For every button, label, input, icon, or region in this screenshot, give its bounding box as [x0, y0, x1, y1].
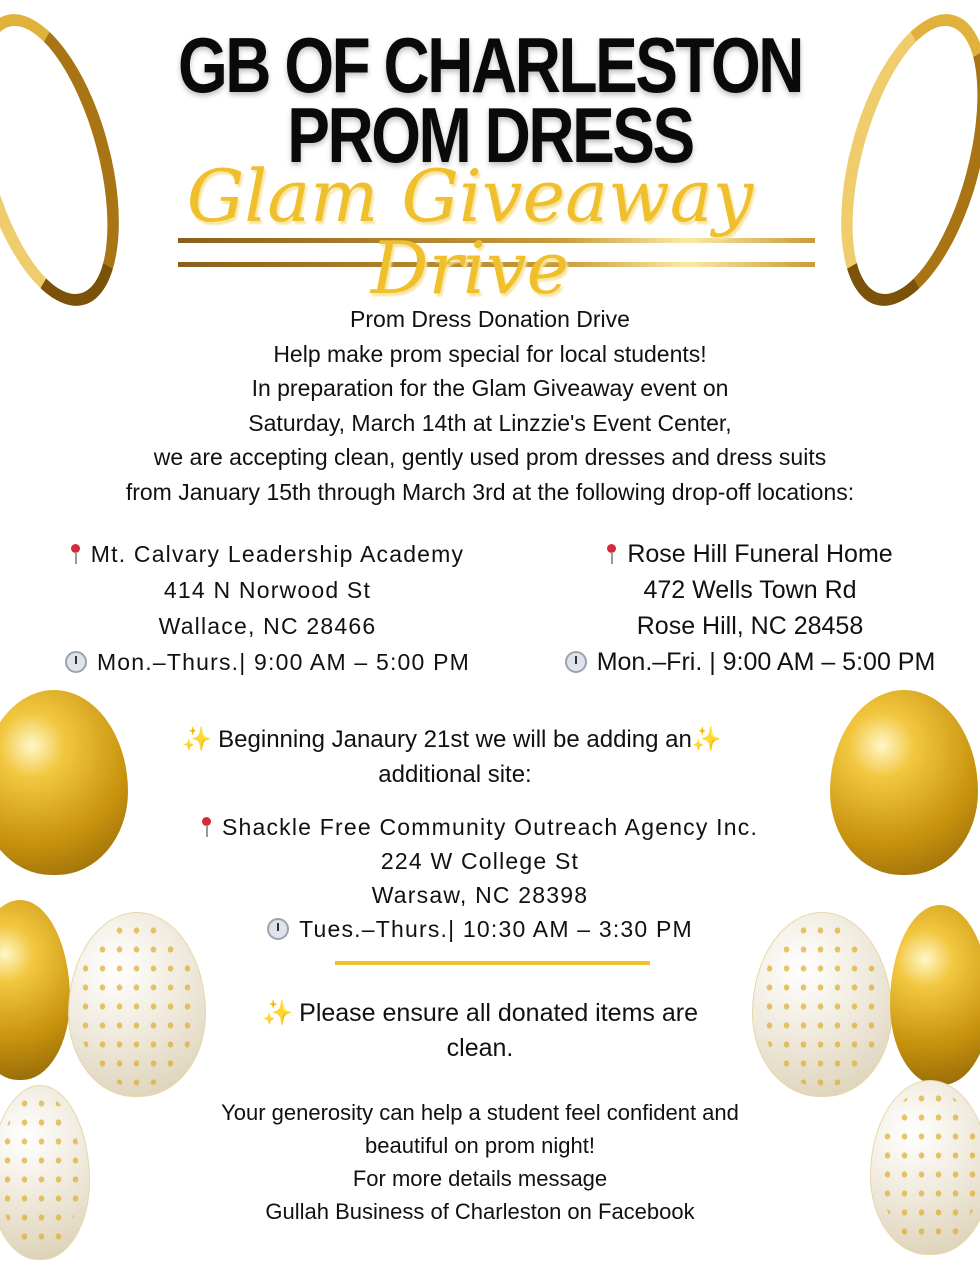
clock-icon — [65, 651, 87, 673]
location-hours: Mon.–Thurs.| 9:00 AM – 5:00 PM — [96, 649, 471, 675]
location-hours: Mon.–Fri. | 9:00 AM – 5:00 PM — [596, 648, 936, 676]
sparkles-icon: ✨ — [262, 999, 294, 1027]
closing-line: Your generosity can help a student feel confident and — [221, 1100, 739, 1125]
intro-line: In preparation for the Glam Giveaway event on — [251, 375, 729, 401]
script-title: Glam Giveaway Drive — [186, 154, 754, 310]
gold-balloon-decoration — [830, 690, 978, 875]
gold-balloon-decoration — [0, 900, 70, 1080]
location-city: Warsaw, NC 28398 — [371, 882, 589, 908]
intro-line: from January 15th through March 3rd at the following drop-off locations: — [125, 478, 855, 505]
closing-line: beautiful on prom night! — [365, 1133, 595, 1158]
location-rose-hill — [525, 536, 975, 680]
sparkles-icon: ✨ — [182, 726, 213, 753]
clock-icon — [267, 918, 289, 940]
confetti-balloon-decoration — [0, 1085, 90, 1260]
location-street: 414 N Norwood St — [163, 577, 372, 603]
location-street: 472 Wells Town Rd — [643, 576, 857, 604]
title-line-1: GB OF CHARLESTON — [178, 21, 802, 109]
location-street: 224 W College St — [380, 848, 580, 874]
pin-icon — [202, 817, 210, 837]
closing-line: For more details message — [352, 1166, 608, 1191]
location-shackle-free — [130, 810, 830, 946]
clock-icon — [565, 651, 587, 673]
intro-line: Help make prom special for local students! — [273, 340, 707, 367]
location-hours: Tues.–Thurs.| 10:30 AM – 3:30 PM — [299, 916, 693, 942]
closing-text — [130, 1096, 830, 1228]
location-name: Mt. Calvary Leadership Academy — [90, 541, 465, 567]
location-city: Wallace, NC 28466 — [158, 613, 377, 639]
gold-divider — [335, 961, 650, 965]
notice-line: Please ensure all donated items are — [299, 999, 698, 1027]
closing-line: Gullah Business of Charleston on Facebook — [265, 1199, 695, 1224]
pin-icon — [71, 544, 79, 564]
intro-line: Saturday, March 14th at Linzzie's Event Center, — [248, 409, 732, 436]
additional-line: additional site: — [378, 761, 532, 788]
intro-text — [0, 302, 980, 509]
confetti-balloon-decoration — [870, 1080, 980, 1255]
location-name: Shackle Free Community Outreach Agency Inc. — [221, 814, 759, 840]
intro-line: Prom Dress Donation Drive — [350, 306, 630, 332]
sparkles-icon: ✨ — [691, 726, 722, 753]
location-mt-calvary — [15, 536, 520, 680]
intro-line: we are accepting clean, gently used prom dresses and dress suits — [153, 444, 827, 470]
gold-balloon-decoration — [890, 905, 980, 1085]
location-name: Rose Hill Funeral Home — [627, 540, 893, 568]
additional-line: Beginning Janaury 21st we will be adding an — [218, 726, 692, 753]
title-line-2: PROM DRESS — [287, 91, 693, 179]
location-city: Rose Hill, NC 28458 — [636, 612, 864, 640]
notice-line: clean. — [446, 1034, 514, 1062]
gold-balloon-decoration — [0, 690, 128, 875]
pin-icon — [607, 544, 615, 564]
additional-site-notice — [140, 722, 770, 792]
clean-items-notice — [200, 996, 760, 1066]
